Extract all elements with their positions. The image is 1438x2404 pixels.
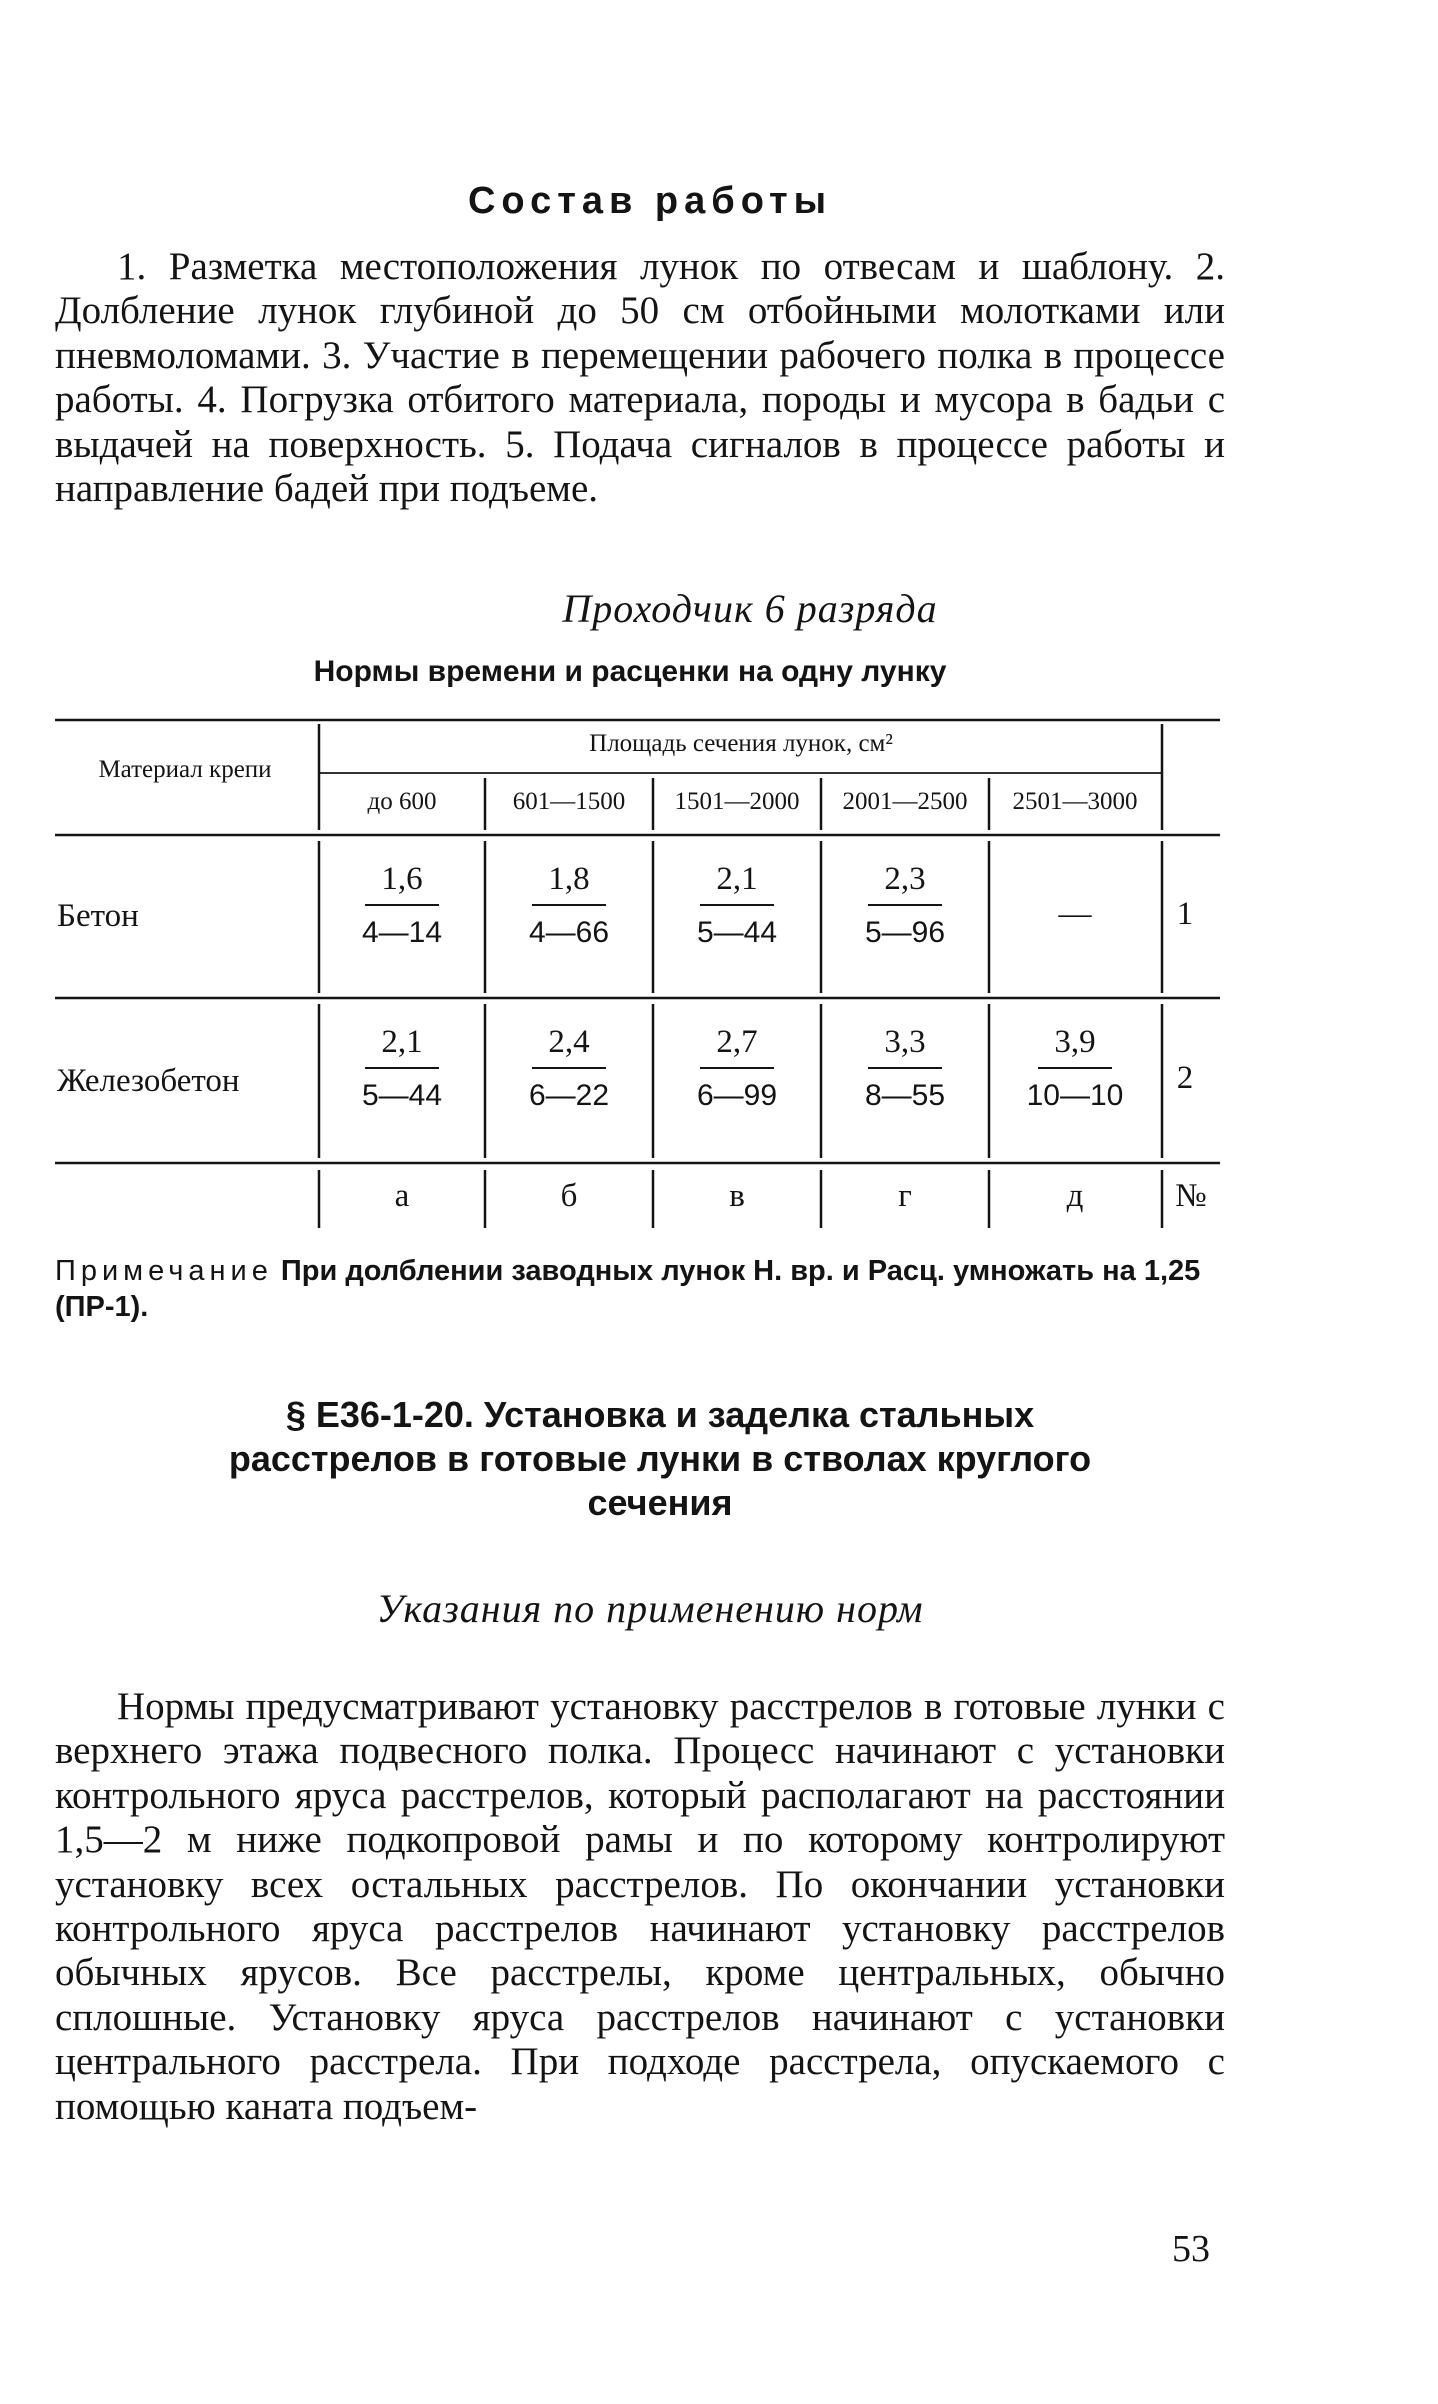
page-number: 53 [1172,2228,1210,2270]
fraction-bar [1038,1067,1112,1069]
rate: 6—22 [528,1079,610,1112]
column-header-2: 601—1500 [512,788,626,815]
rate: 4—14 [361,916,443,949]
row-number: 2 [1176,1060,1194,1096]
note-text-before: При долблении заводных лунок Н. вр. и [272,1255,868,1287]
table-cell-fraction [850,858,960,954]
table-cell-fraction [1020,1021,1130,1117]
norms-table [55,708,1220,1238]
table-cell-fraction [514,1021,624,1117]
table-cell-fraction [347,858,457,954]
guide-text [55,1685,1225,2129]
fraction-bar [868,1067,942,1069]
rate: 10—10 [1026,1079,1124,1112]
time-norm: 2,1 [716,861,758,897]
rate: 8—55 [864,1079,946,1112]
rate: 5—96 [864,916,946,949]
table-cell-fraction [682,1021,792,1117]
time-norm: 3,9 [1054,1024,1096,1060]
fraction-bar [700,1067,774,1069]
time-norm: 2,1 [381,1024,423,1060]
fraction-bar [365,1067,439,1069]
column-letter: б [560,1178,578,1214]
row-material-concrete: Бетон [57,898,139,934]
guide-heading: Указания по применению норм [376,1586,924,1631]
table-caption: Нормы времени и расценки на одну лунку [313,655,947,688]
column-header-3: 1501—2000 [674,788,800,815]
note-label: Примечание [55,1255,273,1287]
rate: 5—44 [361,1079,443,1112]
table-cell-fraction [682,858,792,954]
note-text-after: умножать на 1,25 (ПР-1). [55,1255,1201,1323]
section-heading: § Е36-1-20. Установка и заделка стальных расстрелов в готовые лунки в стволах круглого сечения [228,1394,1092,1523]
work-composition-text [55,245,1225,511]
column-letter: д [1066,1178,1084,1214]
fraction-bar [532,1067,606,1069]
table-cell-fraction [850,1021,960,1117]
fraction-bar [532,904,606,906]
row-number: 1 [1176,896,1194,932]
time-norm: 1,8 [548,861,590,897]
work-composition-heading: Состав работы [467,180,833,222]
column-header-1: до 600 [367,788,437,815]
table-note [55,1253,1225,1325]
fraction-bar [868,904,942,906]
fraction-bar [365,904,439,906]
column-header-5: 2501—3000 [1012,788,1138,815]
rate: 5—44 [696,916,778,949]
rate: 4—66 [528,916,610,949]
worker-role-heading: Проходчик 6 разряда [562,586,938,631]
time-norm: 3,3 [884,1024,926,1060]
table-cell-fraction [514,858,624,954]
time-norm: 2,4 [548,1024,590,1060]
area-column-header: Площадь сечения лунок, см² [589,730,893,757]
row-material-reinforced-concrete: Железобетон [57,1063,240,1099]
column-letter: в [729,1178,745,1214]
number-column-header: № [1175,1178,1207,1214]
time-norm: 2,3 [884,861,926,897]
column-header-4: 2001—2500 [842,788,968,815]
material-column-header: Материал крепи [98,756,272,783]
fraction-bar [700,904,774,906]
time-norm: 1,6 [381,861,423,897]
guide-paragraph: Нормы предусматривают установку расстрелов в готовые лунки с верхнего этажа подвесного полка. Процесс начинают с установки контрольного яруса расстрелов, который располагают на расстоянии 1,5—2 м ниже подкопровой рамы и по которому контролируют установку всех остальных расстрелов. По окончании установки контрольного яруса расстрелов начинают установку расстрелов обычных ярусов. Все расстрелы, кроме центральных, обычно сплошные. Установку яруса расстрелов начинают с установки центрального расстрела. При подходе расстрела, опускаемого с помощью каната подъем- [55,1685,1225,2128]
work-composition-paragraph: 1. Разметка местоположения лунок по отвесам и шаблону. 2. Долбление лунок глубиной до 50 см отбойными молотками или пневмоломами. 3. Участие в перемещении рабочего полка в процессе работы. 4. Погрузка отбитого материала, породы и мусора в бадьи с выдачей на поверхность. 5. Подача сигналов в процессе работы и направление бадей при подъеме. [55,245,1225,511]
time-norm: 2,7 [716,1024,758,1060]
column-letter: а [394,1178,410,1214]
rate: 6—99 [696,1079,778,1112]
column-letter: г [898,1178,912,1214]
table-cell-fraction [347,1021,457,1117]
table-cell-empty-dash: — [1058,896,1092,932]
note-bold-term: Расц. [867,1255,945,1287]
